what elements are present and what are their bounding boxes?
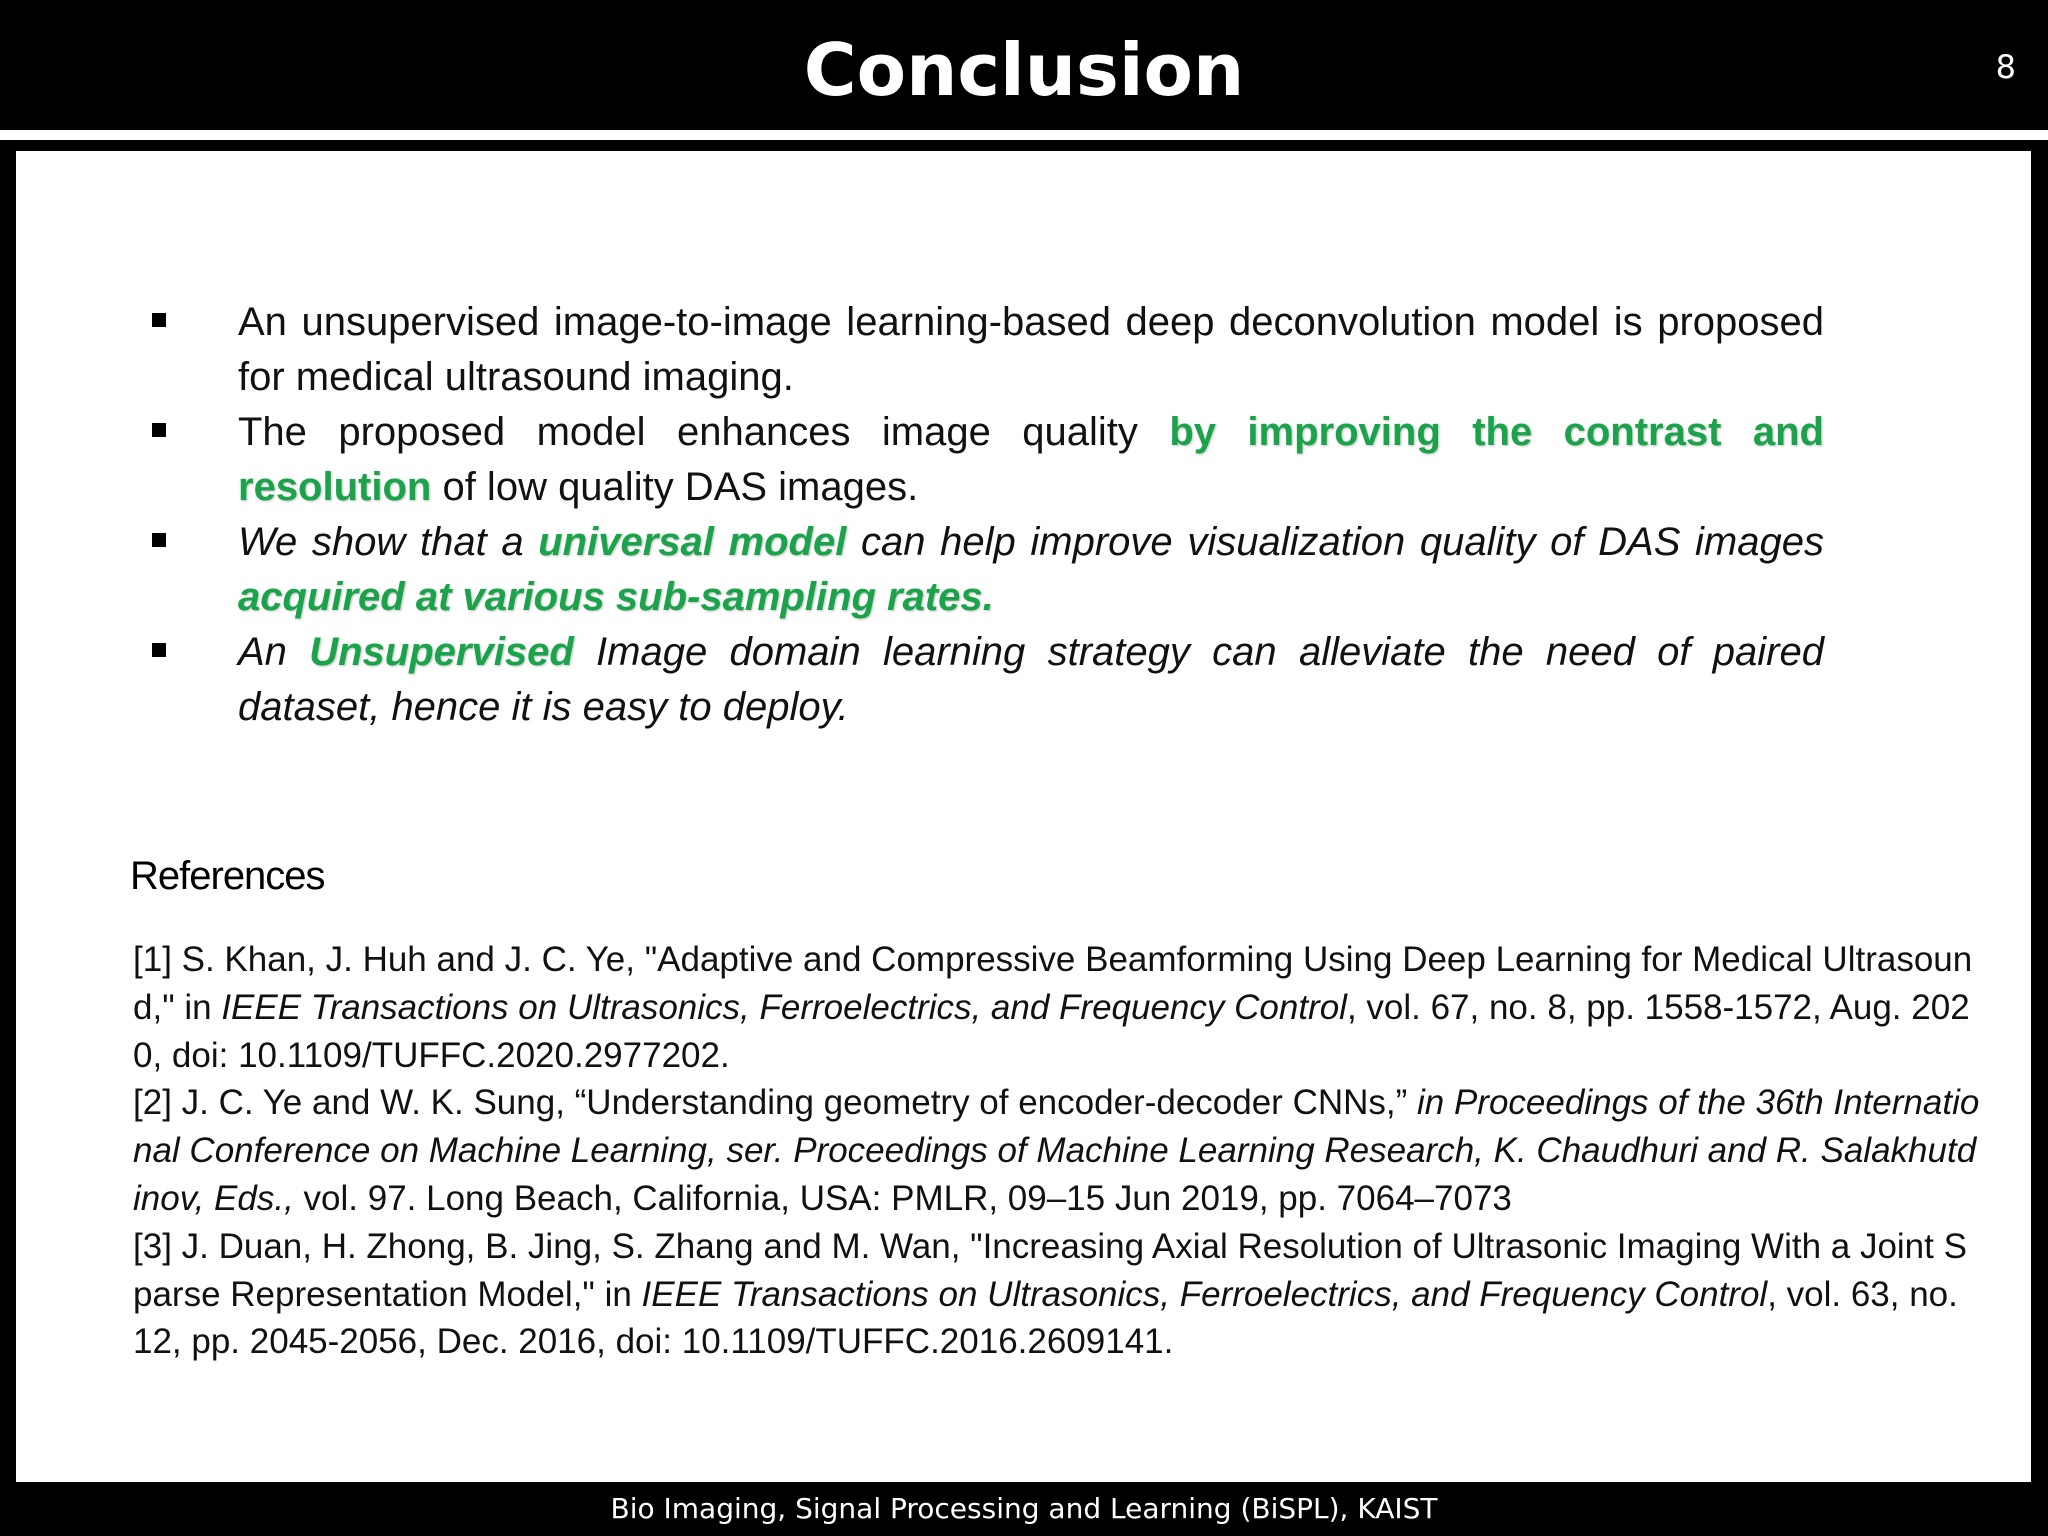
reference-text: [3] J. Duan, H. Zhong, B. Jing, S. Zhang and M. Wan, "Increasing Axial Resolution of Ultrasonic Imaging With a Joint Sparse Representation Model," in (133, 1226, 1967, 1314)
highlighted-phrase: Unsupervised (309, 630, 574, 674)
bullet-text: of low quality DAS images. (431, 465, 919, 509)
reference-item (133, 1079, 1983, 1222)
reference-journal: in Proceedings of the 36th International Conference on Machine Learning, ser. Proceedings of Machine Learning Research, K. Chaudhuri and R. Salakhutdinov, Eds., (133, 1083, 1980, 1218)
bullet-text: An unsupervised image-to-image learning-based deep deconvolution model is proposed for medical ultrasound imaging. (238, 300, 1824, 399)
reference-text: [2] J. C. Ye and W. K. Sung, “Understanding geometry of encoder-decoder CNNs,” (133, 1083, 1417, 1123)
bullet-text: Image domain learning strategy can alleviate the need of paired dataset, hence it is easy to deploy. (238, 630, 1824, 729)
bullet-text: We show that a (238, 520, 539, 564)
bullet-item (134, 515, 1824, 625)
reference-journal: IEEE Transactions on Ultrasonics, Ferroelectrics, and Frequency Control (221, 987, 1347, 1027)
reference-item (133, 1223, 1983, 1366)
conclusion-bullet-list (134, 295, 1824, 735)
reference-item (133, 936, 1983, 1079)
highlighted-phrase: by improving the contrast and resolution (238, 410, 1824, 509)
bullet-item (134, 625, 1824, 735)
slide-footer: Bio Imaging, Signal Processing and Learning (BiSPL), KAIST (0, 1482, 2048, 1536)
highlighted-phrase: acquired at various sub-sampling rates. (238, 575, 994, 619)
square-bullet-icon (152, 533, 166, 547)
page-number: 8 (1995, 48, 2016, 86)
bullet-item (134, 405, 1824, 515)
square-bullet-icon (152, 313, 166, 327)
highlighted-phrase: universal model (538, 520, 847, 564)
reference-text: [1] S. Khan, J. Huh and J. C. Ye, "Adaptive and Compressive Beamforming Using Deep Learning for Medical Ultrasound," in (133, 940, 1973, 1027)
references-list (133, 936, 1983, 1366)
bullet-text: can help improve visualization quality of DAS images (846, 520, 1824, 564)
square-bullet-icon (152, 643, 166, 657)
square-bullet-icon (152, 423, 166, 437)
references-heading: References (130, 854, 325, 898)
reference-journal: IEEE Transactions on Ultrasonics, Ferroelectrics, and Frequency Control (641, 1274, 1768, 1314)
header-separator (0, 130, 2048, 140)
reference-text: , vol. 63, no. 12, pp. 2045-2056, Dec. 2016, doi: 10.1109/TUFFC.2016.2609141. (133, 1274, 1958, 1362)
bullet-text: The proposed model enhances image quality (238, 410, 1170, 454)
slide-header (0, 0, 2048, 130)
reference-text: vol. 97. Long Beach, California, USA: PMLR, 09–15 Jun 2019, pp. 7064–7073 (293, 1178, 1512, 1218)
slide-content (16, 151, 2031, 1482)
bullet-item (134, 295, 1824, 405)
reference-text: , vol. 67, no. 8, pp. 1558-1572, Aug. 2020, doi: 10.1109/TUFFC.2020.2977202. (133, 987, 1970, 1075)
slide-title: Conclusion (803, 28, 1245, 112)
bullet-text: An (238, 630, 310, 674)
